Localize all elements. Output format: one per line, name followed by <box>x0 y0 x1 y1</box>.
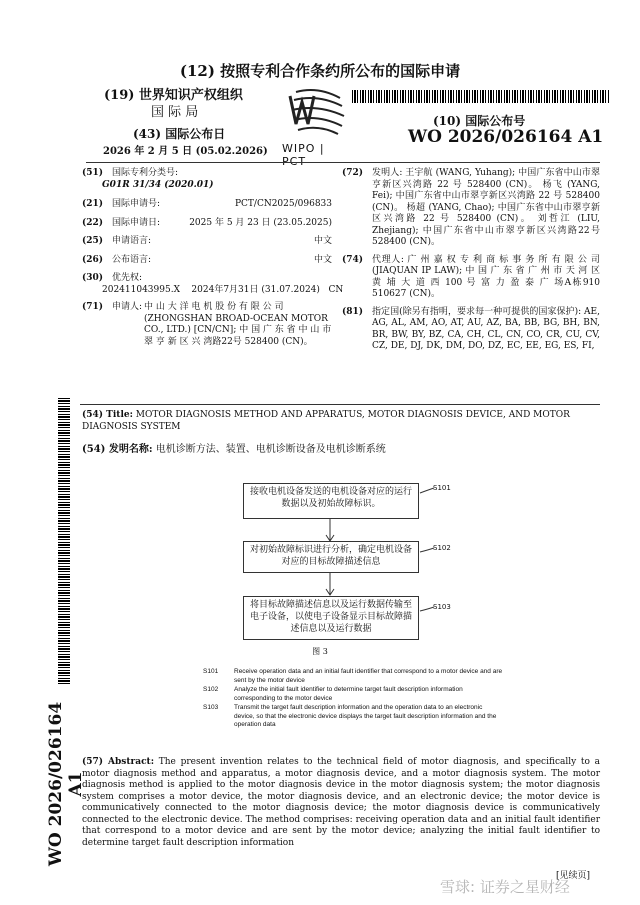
main-title: (12) 按照专利合作条约所公布的国际申请 <box>179 62 461 80</box>
side-publication-number: WO 2026/026164 A1 <box>46 701 86 867</box>
wipo-logo-text: WIPO | PCT <box>282 142 325 168</box>
watermark: 雪球: 证券之星财经 <box>440 878 570 896</box>
continue-note: [见续页] <box>556 871 591 881</box>
pub-no-label: (10) 国际公布号 <box>433 114 526 128</box>
flow-step-3-id: S103 <box>433 603 451 611</box>
title-zh-label: (54) 发明名称: <box>82 444 153 455</box>
biblio-25: (25) 申请语言: 中文 <box>82 236 332 246</box>
abstract-text: The present invention relates to the technical field of motor diagnosis, and specifically to a motor diagnosis method and apparatus, a motor diagnosis device, and a motor diagnosis system. The motor diagnosis method is applied to the motor diagnosis device in the motor diagnosis system; the motor diagnosis system comprises a motor device, the motor diagnosis device, and an electronic device; the motor device is communicatively connected to the motor diagnosis device; the motor diagnosis device is communicatively connected to the electronic device. The method comprises: receiving operation data and an initial fault identifier that correspond to a motor device and are sent by the motor device; analyzing the initial fault identifier to determine target fault description information <box>82 757 600 848</box>
pub-date-label: (43) 国际公布日 <box>133 127 226 141</box>
flow-step-2: 对初始故障标识进行分析，确定电机设备对应的目标故障描述信息 <box>243 541 419 573</box>
legend <box>203 668 503 730</box>
biblio-72: (72) 发明人: 王宇航 (WANG, Yuhang); 中国广东省中山市翠亨新区兴湾路 22 号 528400 (CN)。 杨飞 (YANG, Fei); 中国广东省中山市翠亨新区兴湾路 22 号 528400 (CN)。 杨超 (YANG, Chao); 中国广东省中山市翠亨新区兴湾路 22 号 528400 (CN)。 刘哲江 (LIU, Zhejiang); 中国广东省中山市翠亨新区兴湾路22号 528400 (CN)。 <box>342 168 600 247</box>
flow-step-1-id: S101 <box>433 484 451 492</box>
flow-step-1: 接收电机设备发送的电机设备对应的运行数据以及初始故障标识。 <box>243 483 419 519</box>
legend-item: S101 Receive operation data and an initial fault identifier that correspond to a motor device and are sent by the motor device <box>203 668 503 684</box>
abstract-block <box>82 757 600 849</box>
biblio-81: (81) 指定国(除另有指明，要求每一种可提供的国家保护): AE, AG, AL, AM, AO, AT, AU, AZ, BA, BB, BG, BH, BN, BR, BW, BY, BZ, CA, CH, CL, CN, CO, CR, CU, CV, CZ, DE, DJ, DK, DM, DO, DZ, EC, EE, EG, ES, FI, <box>342 306 600 351</box>
biblio-51: (51) 国际专利分类号: G01R 31/34 (2020.01) <box>82 168 214 190</box>
biblio-26: (26) 公布语言: 中文 <box>82 254 332 265</box>
title-zh: 电机诊断方法、装置、电机诊断设备及电机诊断系统 <box>155 444 386 455</box>
abstract-label: (57) Abstract: <box>82 757 155 767</box>
biblio-71: (71) 申请人: 中 山 大 洋 电 机 股 份 有 限 公 司 (ZHONGSHAN BROAD-OCEAN MOTOR CO., LTD.) [CN/CN]; 中 国 广 东 省 中 山 市 翠 亨 新 区 兴 湾路22号 528400 (CN)。 <box>82 302 332 347</box>
flow-step-2-id: S102 <box>433 544 451 552</box>
org-bureau: 国 际 局 <box>151 105 199 120</box>
biblio-30: (30) 优先权: 202411043995.X 2024年7月31日 (31.07.2024) CN <box>82 273 344 295</box>
legend-item: S103 Transmit the target fault description information and the operation data to an electronic device, so that the electronic device displays the target fault description information and the operation data <box>203 704 497 728</box>
title-en: MOTOR DIAGNOSIS METHOD AND APPARATUS, MOTOR DIAGNOSIS DEVICE, AND MOTOR DIAGNOSIS SYSTEM <box>82 410 570 432</box>
pub-no: WO 2026/026164 A1 <box>408 127 604 147</box>
pub-date: 2026 年 2 月 5 日 (05.02.2026) <box>103 146 268 157</box>
org-name: (19) 世界知识产权组织 <box>104 88 243 103</box>
biblio-74: (74) 代理人: 广 州 嘉 权 专 利 商 标 事 务 所 有 限 公 司 (JIAQUAN IP LAW); 中 国 广 东 省 广 州 市 天 河 区 黄 埔 大 道 西 100 号 富 力 盈 泰 广 场A栋910 510627 (CN)。 <box>342 254 600 299</box>
title-en-label: (54) Title: <box>82 410 133 420</box>
legend-item: S102 Analyze the initial fault identifier to determine target fault description information corresponding to the motor device <box>203 686 463 702</box>
biblio-21: (21) 国际申请号: PCT/CN2025/096833 <box>82 199 332 209</box>
flow-step-3: 将目标故障描述信息以及运行数据传输至电子设备，以使电子设备显示目标故障描述信息以及运行数据 <box>243 596 419 640</box>
biblio-22: (22) 国际申请日: 2025 年 5 月 23 日 (23.05.2025) <box>82 217 332 228</box>
figure-caption: 图 3 <box>312 647 328 656</box>
